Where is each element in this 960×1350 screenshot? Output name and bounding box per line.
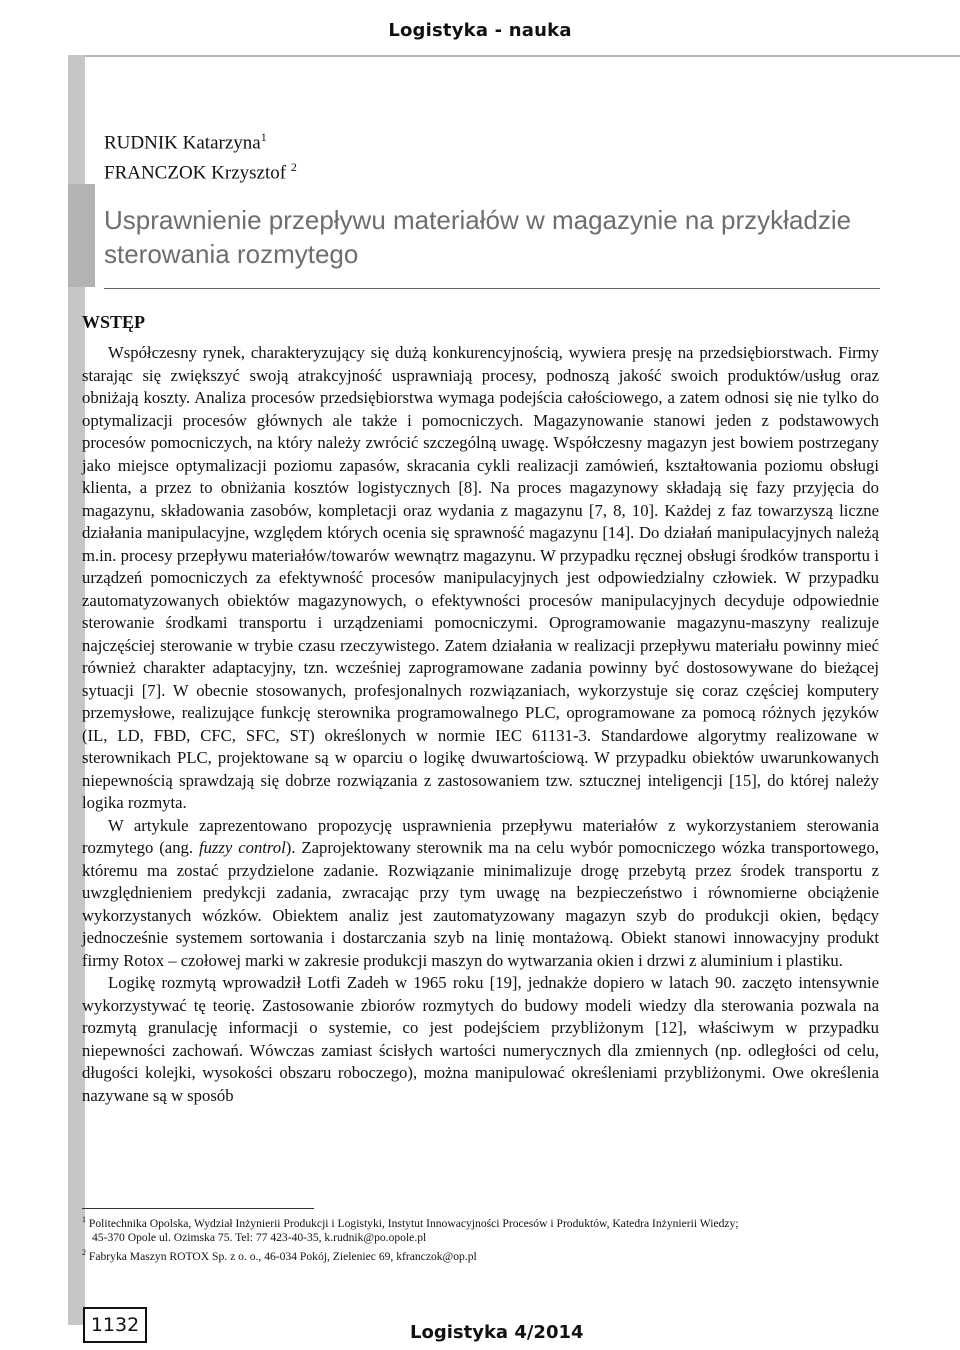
paragraph-3: Logikę rozmytą wprowadził Lotfi Zadeh w 1965 roku [19], jednakże dopiero w latach 90. zaczęto intensywnie wykorzystywać tę teorię. Zastosowanie zbiorów rozmytych do budowy modeli wiedzy dla sterowania pozwala na rozmytą granulację informacji o systemie, co jest podejściem przybliżonym [12], właściwym w przypadku niepewności zachowań. Wówczas zamiast ścisłych wartości numerycznych dla zmiennych (np. odległości od celu, długości kolejki, wysokości obszaru roboczego), można manipulować określeniami przybliżonymi. Owe określenia nazywane są w sposób [82, 973, 879, 1105]
footnote-rule [82, 1208, 314, 1209]
section-heading: WSTĘP [82, 312, 146, 332]
paragraph-2: W artykule zaprezentowano propozycję usprawnienia przepływu materiałów z wykorzystaniem sterowania rozmytego (ang. fuzzy control). Zaprojektowany sterownik ma na celu wybór pomocniczego wózka transportowego, któremu ma zostać przydzielone zadanie. Rozwiązanie minimalizuje drogę przebytą przez środek transportu z uwzględnieniem predykcji zadania, zwracając przy tym uwagę na bezpieczeństwo i równomierne obciążenie wykorzystanych wózków. Obiektem analiz jest zautomatyzowany magazyn szyb do produkcji okien, będący jednocześnie systemem sortowania i dostarczania szyb na linię montażową. Obiekt stanowi innowacyjny produkt firmy Rotox – czołowej marki w zakresie produkcji maszyn do wytwarzania okien i drzwi z aluminium i plastiku. [82, 815, 880, 970]
footnotes [82, 1213, 879, 1264]
paragraph-1: Współczesny rynek, charakteryzujący się dużą konkurencyjnością, wywiera presję na przedsiębiorstwach. Firmy starając się zwiększyć swoją atrakcyjność usprawniają procesy, podnoszą jakość swoich produktów/usług oraz obniżają koszty. Analiza procesów przedsiębiorstwa wymaga podejścia całościowego, a zatem odnosi się nie tylko do optymalizacji procesów głównych ale także i pomocniczych. Magazynowanie stanowi jeden z podstawowych procesów pomocniczych, na który należy zwrócić szczególną uwagę. Współczesny magazyn jest bowiem postrzegany jako miejsce optymalizacji poziomu zapasów, skracania cykli realizacji zamówień, kształtowania poziomu obsługi klienta, a przez to obniżania kosztów logistycznych [8]. Na proces magazynowy składają się fazy przyjęcia do magazynu, składowania zasobów, kompletacji oraz wydania z magazynu [7, 8, 10]. Każdej z faz towarzyszą liczne działania manipulacyjne, względem których ocenia się sprawność magazynu [14]. Do działań manipulacyjnych należą m.in. procesy przepływu materiałów/towarów wewnątrz magazynu. W przypadku ręcznej obsługi środków transportu i urządzeń pomocniczych za efektywność procesów manipulacyjnych jest odpowiedzialny człowiek. W przypadku zautomatyzowanych obiektów magazynowych, o efektywności procesów manipulacyjnych decyduje odpowiednie sterowanie środkami transportu i urządzeniami pomocniczymi. Oprogramowanie magazynu-maszyny realizuje najczęściej sterowanie w trybie czasu rzeczywistego. Zatem działania w realizacji przepływu materiału powinny mieć również charakter adaptacyjny, tzn. wcześniej zaprogramowane zadania powinny być dostosowywane do bieżącej sytuacji [7]. W obecnie stosowanych, profesjonalnych rozwiązaniach, wykorzystuje się coraz częściej komputery przemysłowe, realizujące funkcję sterownika programowalnego PLC, oprogramowane za pomocą różnych języków (IL, LD, FBD, CFC, SFC, ST) określonych w normie IEC 61131-3. Standardowe algorytmy realizowane w sterownikach PLC, projektowane są w oparciu o logikę dwuwartościową. W przypadku obiektów uwarunkowanych niepewnością sprawdzają się dobrze rozwiązania z zastosowaniem tzw. sztucznej inteligencji [15], do której należy logika rozmyta. [82, 343, 879, 812]
author-1: RUDNIK Katarzyna$^1$ [104, 130, 267, 154]
article-title: Usprawnienie przepływu materiałów w magazynie na przykładzie sterowania rozmytego [104, 205, 852, 269]
title-rule [104, 288, 880, 289]
author-2: FRANCZOK Krzysztof $^2$ [104, 160, 297, 184]
footnote-1-continued: 45-370 Opole ul. Ozimska 75. Tel: 77 423-40-35, k.rudnik@po.opole.pl [92, 1231, 427, 1245]
page-number: 1132 [83, 1307, 147, 1343]
body-text [82, 342, 879, 1107]
footnote-1: $^1$ Politechnika Opolska, Wydział Inżynierii Produkcji i Logistyki, Instytut Innowacyjności Procesów i Produktów, Katedra Inżynierii Wiedzy; [82, 1215, 739, 1230]
emphasis-term: fuzzy control [198, 838, 286, 857]
title-accent-block [68, 184, 95, 287]
authors [104, 125, 297, 186]
top-rule [68, 55, 960, 57]
running-title: Logistyka - nauka [388, 20, 572, 41]
footnote-2: $^2$ Fabryka Maszyn ROTOX Sp. z o. o., 46-034 Pokój, Zieleniec 69, kfranczok@op.pl [82, 1247, 477, 1263]
journal-issue: Logistyka 4/2014 [410, 1322, 584, 1343]
